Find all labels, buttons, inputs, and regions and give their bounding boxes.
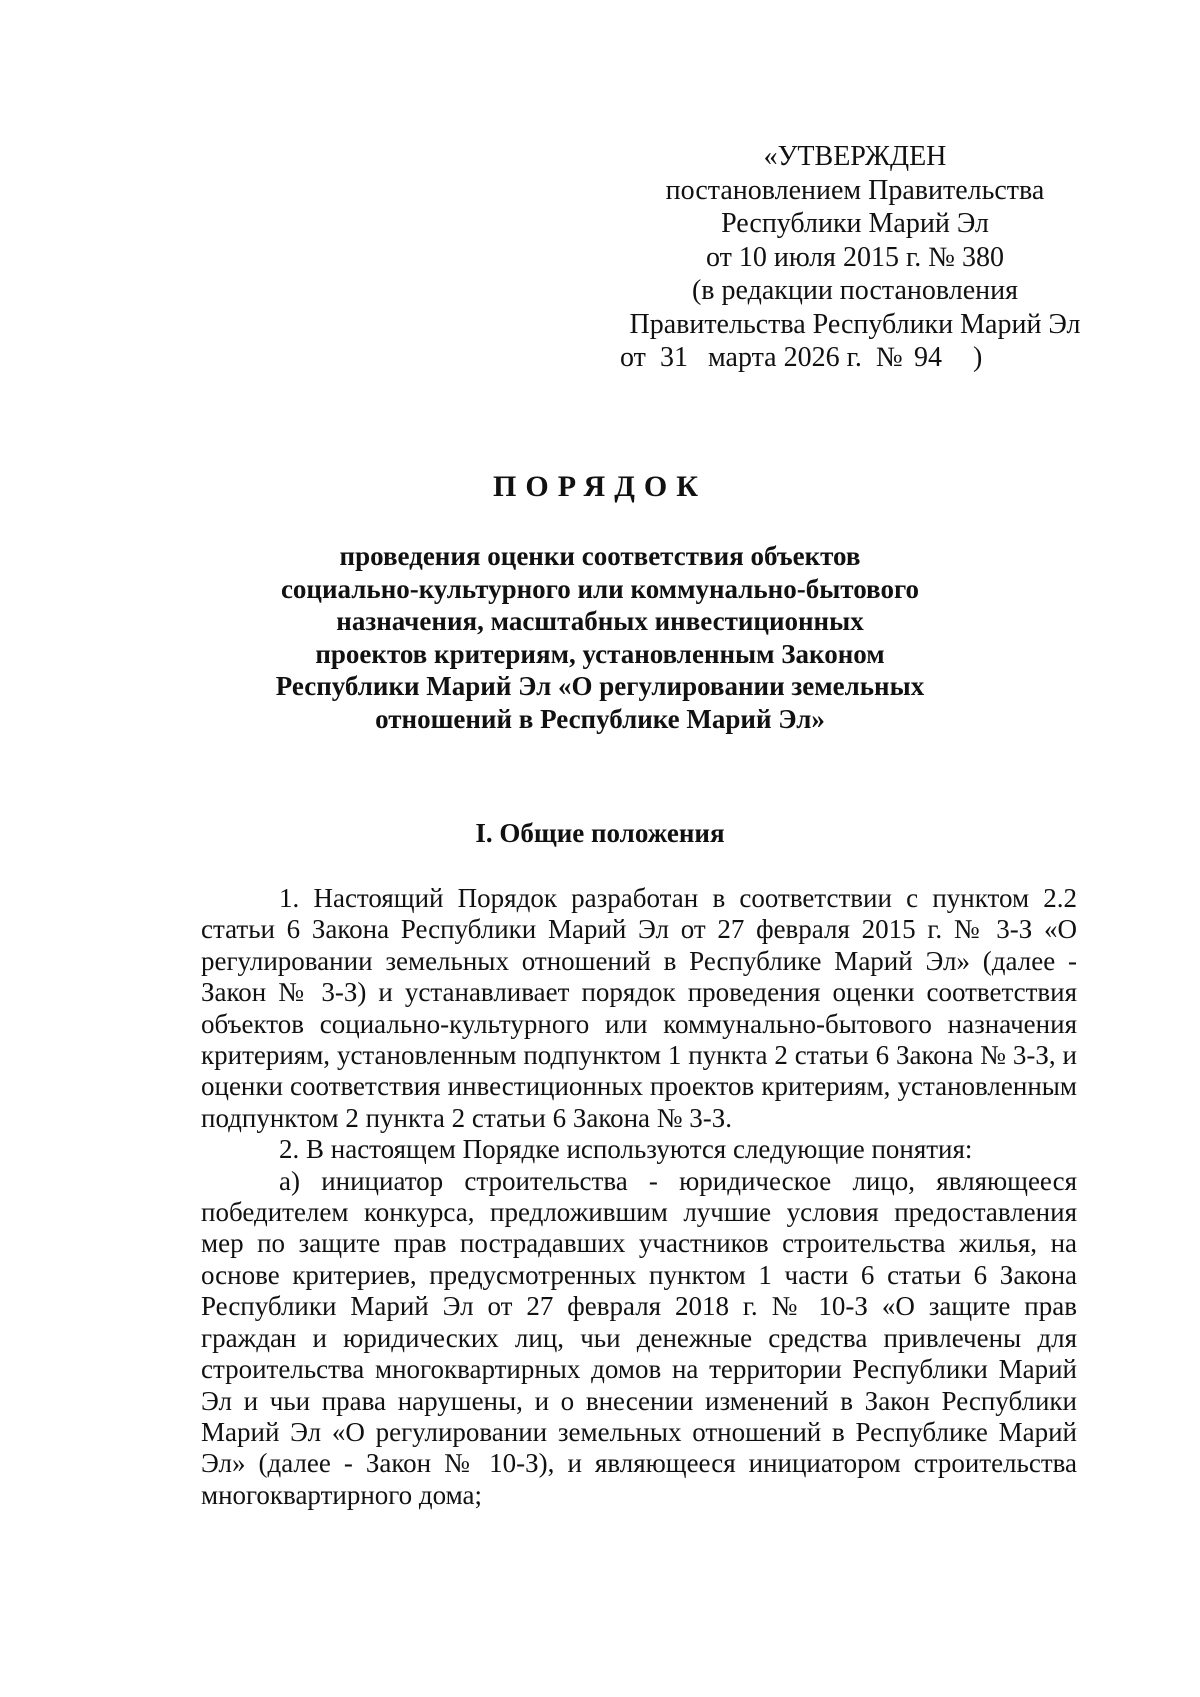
approval-line-original-date: от 10 июля 2015 г. № 380 <box>706 241 1004 273</box>
approval-line-approved: «УТВЕРЖДЕН <box>763 141 947 172</box>
document-subtitle <box>200 540 1000 735</box>
approval-stamp <box>620 140 1090 375</box>
date-month-year: марта 2026 г. <box>708 342 862 373</box>
section-heading: I. Общие положения <box>475 818 725 848</box>
date-close-paren: ) <box>973 342 983 373</box>
approval-line-edition: (в редакции постановления <box>691 275 1019 306</box>
subtitle-line: социально-культурного или коммунально-бытового <box>280 573 920 604</box>
date-day: 31 <box>660 342 688 373</box>
date-number-sign: № <box>876 342 903 373</box>
paragraph-2a: а) инициатор строительства - юридическое лицо, являющееся победителем конкурса, предложившим лучшие условия предоставления мер по защите прав пострадавших участников строительства жилья, на основе критериев, предусмотренных пунктом 1 части 6 статьи 6 Закона Республики Марий Эл от 27 февраля 2018 г. № 10-З «О защите прав граждан и юридических лиц, чьи денежные средства привлечены для строительства многоквартирных домов на территории Республики Марий Эл и чьи права нарушены, и о внесении изменений в Закон Республики Марий Эл «О регулировании земельных отношений в Республике Марий Эл» (далее - Закон № 10-З), и являющееся инициатором строительства многоквартирного дома; <box>201 1165 1077 1510</box>
paragraph-1: 1. Настоящий Порядок разработан в соответствии с пунктом 2.2 статьи 6 Закона Республики Марий Эл от 27 февраля 2015 г. № 3-З «О регулировании земельных отношений в Республике Марий Эл» (далее - Закон № 3-З) и устанавливает порядок проведения оценки соответствия объектов социально-культурного или коммунально-бытового назначения критериям, установленным подпунктом 1 пункта 2 статьи 6 Закона № 3-З, и оценки соответствия инвестиционных проектов критериям, установленным подпунктом 2 пункта 2 статьи 6 Закона № 3-З. <box>201 883 1077 1133</box>
approval-line-amendment-date <box>620 341 1090 375</box>
approval-line-republic: Республики Марий Эл <box>721 208 989 239</box>
paragraph-2: 2. В настоящем Порядке используются следующие понятия: <box>279 1134 973 1165</box>
date-number: 94 <box>914 342 942 373</box>
approval-line-government: Правительства Республики Марий Эл <box>629 308 1081 340</box>
subtitle-line: Республики Марий Эл «О регулировании земельных <box>275 671 925 701</box>
date-from: от <box>620 342 646 373</box>
subtitle-line: назначения, масштабных инвестиционных <box>336 606 864 636</box>
subtitle-line: проведения оценки соответствия объектов <box>339 541 861 571</box>
document-title: ПОРЯДОК <box>493 470 707 503</box>
approval-line-resolution: постановлением Правительства <box>665 174 1045 206</box>
subtitle-line: отношений в Республике Марий Эл» <box>375 703 825 734</box>
subtitle-line: проектов критериям, установленным Законом <box>315 638 885 669</box>
body-text <box>201 883 1077 1511</box>
